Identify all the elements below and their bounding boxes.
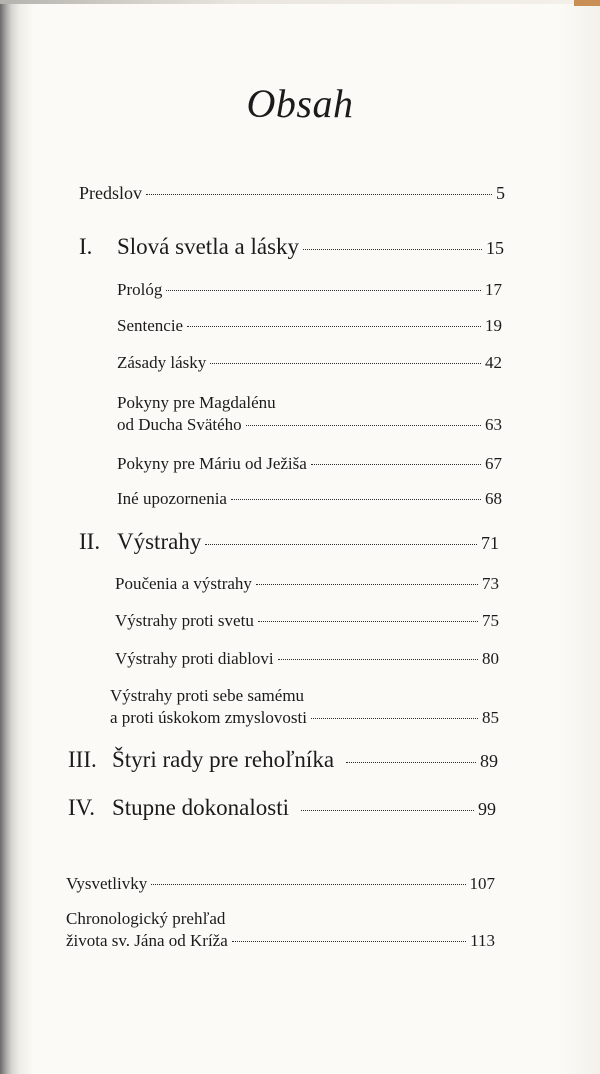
leader-dots xyxy=(311,718,478,719)
leader-dots xyxy=(311,464,481,465)
toc-entry-label: Predslov xyxy=(79,183,142,203)
toc-entry-label-line2: života sv. Jána od Kríža xyxy=(66,931,228,950)
toc-entry-page: 5 xyxy=(496,183,505,203)
toc-entry-multiline xyxy=(110,685,499,729)
section-page: 71 xyxy=(481,533,499,553)
toc-entry-label-line1: Chronologický prehľad xyxy=(66,909,226,928)
toc-entry-label-line1: Pokyny pre Magdalénu xyxy=(117,393,276,412)
toc-entry xyxy=(117,454,502,474)
section-title: Štyri rady pre rehoľníka xyxy=(112,747,335,772)
section-numeral: III. xyxy=(68,747,97,772)
toc-entry-page: 67 xyxy=(485,454,502,473)
toc-entry-page: 80 xyxy=(482,649,499,668)
toc-entry-preface xyxy=(79,183,505,204)
toc-section-4 xyxy=(68,795,496,821)
toc-entry xyxy=(117,353,502,373)
toc-entry-page: 73 xyxy=(482,574,499,593)
page-title: Obsah xyxy=(246,81,354,126)
leader-dots xyxy=(210,363,481,364)
toc-entry-label: Poučenia a výstrahy xyxy=(115,574,252,593)
leader-dots xyxy=(301,810,474,811)
toc-entry-label: Vysvetlivky xyxy=(66,874,148,893)
toc-entry-chronology xyxy=(66,908,495,952)
section-numeral: I. xyxy=(79,234,93,259)
toc-entry-multiline xyxy=(117,392,502,436)
toc-entry-label: Sentencie xyxy=(117,316,184,335)
leader-dots xyxy=(256,584,478,585)
toc-entry-label: Výstrahy proti diablovi xyxy=(115,649,274,668)
leader-dots xyxy=(205,544,477,545)
toc-entry xyxy=(117,489,502,509)
toc-entry-notes xyxy=(66,874,495,894)
toc-entry-page: 113 xyxy=(470,931,495,950)
section-title: Stupne dokonalosti xyxy=(112,795,289,820)
toc-entry-page: 75 xyxy=(482,611,499,630)
toc-entry-label-line1: Výstrahy proti sebe samému xyxy=(110,686,305,705)
toc-entry-label: Zásady lásky xyxy=(117,353,207,372)
toc-entry-label-line2: od Ducha Svätého xyxy=(117,415,242,434)
toc-entry-page: 17 xyxy=(485,280,502,299)
section-page: 15 xyxy=(486,238,504,258)
toc-entry-label: Iné upozornenia xyxy=(117,489,227,508)
corner-mark xyxy=(574,0,600,6)
page-top-edge xyxy=(0,0,600,4)
toc-entry-page: 107 xyxy=(469,874,495,893)
toc-entry-label: Výstrahy proti svetu xyxy=(115,611,254,630)
section-numeral: IV. xyxy=(68,795,96,820)
section-page: 99 xyxy=(478,799,496,819)
toc-entry-page: 19 xyxy=(485,316,502,335)
toc-entry-page: 42 xyxy=(485,353,502,372)
section-numeral: II. xyxy=(79,529,101,554)
toc-entry-page: 63 xyxy=(485,415,502,434)
toc-entry-label-line2: a proti úskokom zmyslovosti xyxy=(110,708,307,727)
toc-entry xyxy=(115,574,499,594)
toc-entry xyxy=(117,316,502,336)
section-title: Slová svetla a lásky xyxy=(117,234,300,259)
toc-entry xyxy=(115,611,499,631)
leader-dots xyxy=(346,762,476,763)
toc-entry xyxy=(117,280,502,300)
toc-section-2 xyxy=(79,529,499,555)
leader-dots xyxy=(187,326,481,327)
toc-section-1 xyxy=(79,234,504,260)
section-page: 89 xyxy=(480,751,498,771)
toc-entry-label: Prológ xyxy=(117,280,163,299)
leader-dots xyxy=(151,884,465,885)
leader-dots xyxy=(231,499,481,500)
leader-dots xyxy=(258,621,478,622)
leader-dots xyxy=(232,941,466,942)
toc-entry-page: 68 xyxy=(485,489,502,508)
leader-dots xyxy=(303,249,482,250)
leader-dots xyxy=(166,290,481,291)
toc-section-3 xyxy=(68,747,498,773)
leader-dots xyxy=(246,425,481,426)
section-title: Výstrahy xyxy=(117,529,202,554)
toc-entry-page: 85 xyxy=(482,708,499,727)
toc-entry-label: Pokyny pre Máriu od Ježiša xyxy=(117,454,307,473)
leader-dots xyxy=(146,194,492,195)
toc-entry xyxy=(115,649,499,669)
leader-dots xyxy=(278,659,478,660)
